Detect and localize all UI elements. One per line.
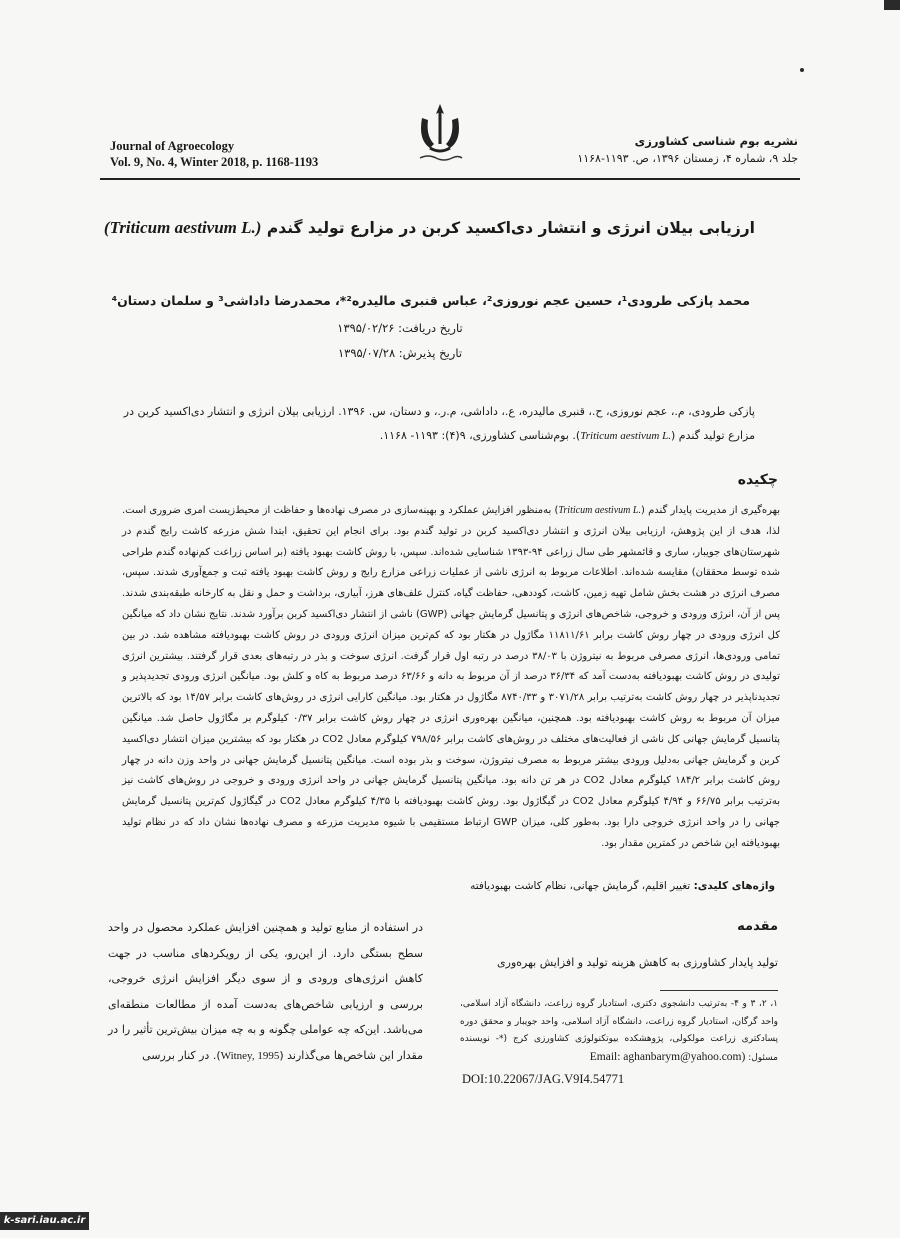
paper-title-latin: (Triticum aestivum L.) bbox=[103, 218, 262, 237]
header-divider bbox=[100, 178, 800, 180]
corresponding-email: Email: aghanbarym@yahoo.com) bbox=[589, 1050, 746, 1063]
keywords-label: واژه‌های کلیدی: bbox=[693, 880, 775, 892]
abstract-text-1: بهره‌گیری از مدیریت پایدار گندم ( bbox=[640, 505, 781, 516]
keywords bbox=[275, 880, 775, 892]
scan-edge-mark bbox=[884, 0, 900, 10]
university-emblem-icon bbox=[408, 100, 472, 168]
scan-dust-mark bbox=[800, 68, 804, 72]
accepted-date: تاریخ پذیرش: ۱۳۹۵/۰۷/۲۸ bbox=[337, 346, 463, 360]
journal-title-en: Journal of Agroecology bbox=[110, 139, 235, 153]
keywords-text: تغییر اقلیم، گرمایش جهانی، نظام کاشت بهبودیافته bbox=[470, 880, 691, 892]
affiliation-text: ۱، ۲، ۳ و ۴- به‌ترتیب دانشجوی دکتری، استادیار گروه زراعت، دانشگاه آزاد اسلامی، واحد گرگان، استادیار گروه زراعت، دانشگاه آزاد اسلامی، واحد جویبار و محقق دوره پسادکتری زراعت مولکولی، پژوهشکده بیوتکنولوژی کشاورزی کرج bbox=[460, 999, 778, 1044]
intro-left-text-2: ). در کنار بررسی bbox=[142, 1048, 221, 1062]
intro-left-text-1: در استفاده از منابع تولید و همچنین افزایش عملکرد محصول در واحد سطح بستگی دارد. از این‌رو، یکی از رویکردهای مناسب در جهت کاهش انرژی‌های ورودی و از سوی دیگر افزایش انرژی خروجی، بررسی و ارزیابی شاخص‌های به‌دست آمده از مطالعات منطقه‌ای می‌باشد. این‌که چه عواملی چگونه و به چه میزان بیش‌ترین تأثیر را در مقدار این شاخص‌ها می‌گذارند ( bbox=[108, 921, 423, 1062]
author-list: محمد پازکی طرودی¹، حسین عجم نوروزی²، عباس قنبری مالیدره²*، محمدرضا داداشی³ و سلمان دستان⁴ bbox=[111, 293, 750, 308]
citation-latin: Triticum aestivum L. bbox=[580, 430, 671, 442]
paper-title-fa: ارزیابی بیلان انرژی و انتشار دی‌اکسید کربن در مزارع تولید گندم bbox=[266, 219, 755, 237]
journal-name-en bbox=[110, 138, 370, 170]
watermark: k-sari.iau.ac.ir bbox=[0, 1212, 89, 1230]
abstract-heading: چکیده bbox=[737, 472, 778, 488]
citation-text-1: پازکی طرودی، م.، عجم نوروزی، ح.، قنبری مالیدره، ع.، داداشی، م.ر.، و دستان، س. ۱۳۹۶. ارزیابی بیلان انرژی و انتشار دی‌اکسید کربن در مزارع تولید گندم ( bbox=[123, 405, 755, 442]
intro-citation: Witney, 1995 bbox=[220, 1049, 280, 1062]
abstract-text-2: ) به‌منظور افزایش عملکرد و بهینه‌سازی در مصرف نهاده‌ها و حفاظت از محیط‌زیست امری ضروری است. لذا، هدف از این پژوهش، ارزیابی بیلان انرژی و انتشار دی‌اکسید کربن در تولید گندم بود. برای انجام این تحقیق، ابتدا شش مزرعه کاشت رایج گندم در شهرستان‌های جویبار، ساری و قائمشهر طی سال زراعی ۹۴-۱۳۹۳ شناسایی شده‌اند. سپس، با روش کاشت بهبود یافته (بر اساس زراعت کم‌نهاده گندم طراحی شده توسط محققان) مقایسه شده‌اند. اطلاعات مربوط به انرژی ناشی از عملیات زراعی مزارع رایج و روش کاشت بهبود یافته ثبت و جمع‌آوری شدند. سپس، مصرف انرژی در هشت بخش شامل تهیه زمین، کاشت، کوددهی، حفاظت گیاه، کنترل علف‌های هرز، آبیاری، برداشت و حمل و نقل به کارخانه طبقه‌بندی شدند. پس از آن، انرژی ورودی و خروجی، شاخص‌های انرژی و پتانسیل گرمایش جهانی (GWP) ناشی از انتشار دی‌اکسید کربن برآورد شدند. نتایج نشان داد که میانگین کل انرژی ورودی در چهار روش کاشت برابر ۱۱۸۱۱/۶۱ مگاژول در هکتار بود که کم‌ترین میزان انرژی ورودی در روش کاشت بهبودیافته مشاهده شد. در بین تمامی ورودی‌ها، انرژی مصرفی مربوط به نیتروژن با ۳۸/۰۳ درصد در رتبه اول قرار گرفت. انرژی سوخت و بذر در رتبه‌های بعدی قرار گرفتند. بیشترین انرژی تولیدی در روش کاشت بهبودیافته به‌دست آمد که ۳۶/۳۴ درصد از آن مربوط به دانه و ۶۳/۶۶ درصد مربوط به کاه و کلش بود. میانگین انرژی ورودی تجدیدپذیر و تجدیدناپذیر در چهار روش کاشت به‌ترتیب برابر ۳۰۷۱/۲۸ و ۸۷۴۰/۳۳ مگاژول در هکتار بود. میانگین کارایی انرژی در روش‌های کاشت برابر ۱۴/۵۷ بود که بالاترین میزان آن مربوط به روش کاشت بهبودیافته بود. همچنین، میانگین بهره‌وری انرژی در چهار روش کاشت برابر ۰/۳۷ کیلوگرم بر مگاژول حاصل شد. میانگین پتانسیل گرمایش جهانی کل ناشی از فعالیت‌های مختلف در روش‌های کاشت برابر ۷۹۸/۵۶ کیلوگرم معادل CO2 در هکتار بود که بیشترین میزان انتشار دی‌اکسید کربن و گرمایش جهانی به‌دلیل ورودی بیشتر مربوط به مصرف نیتروژن، سوخت و بذر بوده است. میانگین پتانسیل گرمایش جهانی در واحد وزن دانه در چهار روش کاشت برابر ۱۸۴/۲ کیلوگرم معادل CO2 در هر تن دانه بود. میانگین پتانسیل گرمایش جهانی در واحد انرژی ورودی و خروجی در روش‌های کاشت نیز به‌ترتیب برابر ۶۶/۷۵ و ۴/۹۴ کیلوگرم معادل CO2 در گیگاژول بود. روش کاشت بهبودیافته با ۴/۳۵ کیلوگرم معادل CO2 در گیگاژول کم‌ترین پتانسیل گرمایش جهانی را در واحد انرژی خروجی دارا بود. به‌طور کلی، میزان GWP ارتباط مستقیمی با شیوه مدیریت مزرعه و مصرف نهاده‌ها نشان داد که در نظام تولید بهبودیافته این شاخص در کمترین مقدار بود. bbox=[122, 505, 781, 849]
abstract-latin: Triticum aestivum L. bbox=[558, 505, 641, 516]
journal-name-fa bbox=[498, 132, 798, 168]
intro-left-column bbox=[108, 915, 423, 1070]
journal-title-fa: نشریه بوم شناسی کشاورزی bbox=[634, 134, 798, 148]
paper-title bbox=[100, 218, 755, 238]
intro-heading: مقدمه bbox=[737, 919, 778, 934]
university-emblem-graphic bbox=[408, 100, 472, 168]
citation bbox=[100, 400, 755, 448]
received-date: تاریخ دریافت: ۱۳۹۵/۰۲/۲۶ bbox=[337, 321, 463, 335]
citation-text-2: ). بوم‌شناسی کشاورزی، ۹(۴): ۱۱۹۳- ۱۱۶۸. bbox=[379, 429, 581, 442]
intro-right-column: تولید پایدار کشاورزی به کاهش هزینه تولید و افزایش بهره‌وری bbox=[497, 956, 778, 969]
doi: DOI:10.22067/JAG.V9I4.54771 bbox=[462, 1072, 625, 1086]
journal-volume-en: Vol. 9, No. 4, Winter 2018, p. 1168-1193 bbox=[110, 155, 319, 169]
journal-volume-fa: جلد ۹، شماره ۴، زمستان ۱۳۹۶، ص. ۱۱۹۳-۱۱۶۸ bbox=[577, 152, 798, 165]
corresponding-label: (*- نویسنده مسئول: bbox=[460, 1034, 778, 1063]
abstract-body bbox=[122, 501, 780, 855]
footnote-divider bbox=[660, 990, 778, 991]
author-affiliations bbox=[460, 996, 778, 1067]
